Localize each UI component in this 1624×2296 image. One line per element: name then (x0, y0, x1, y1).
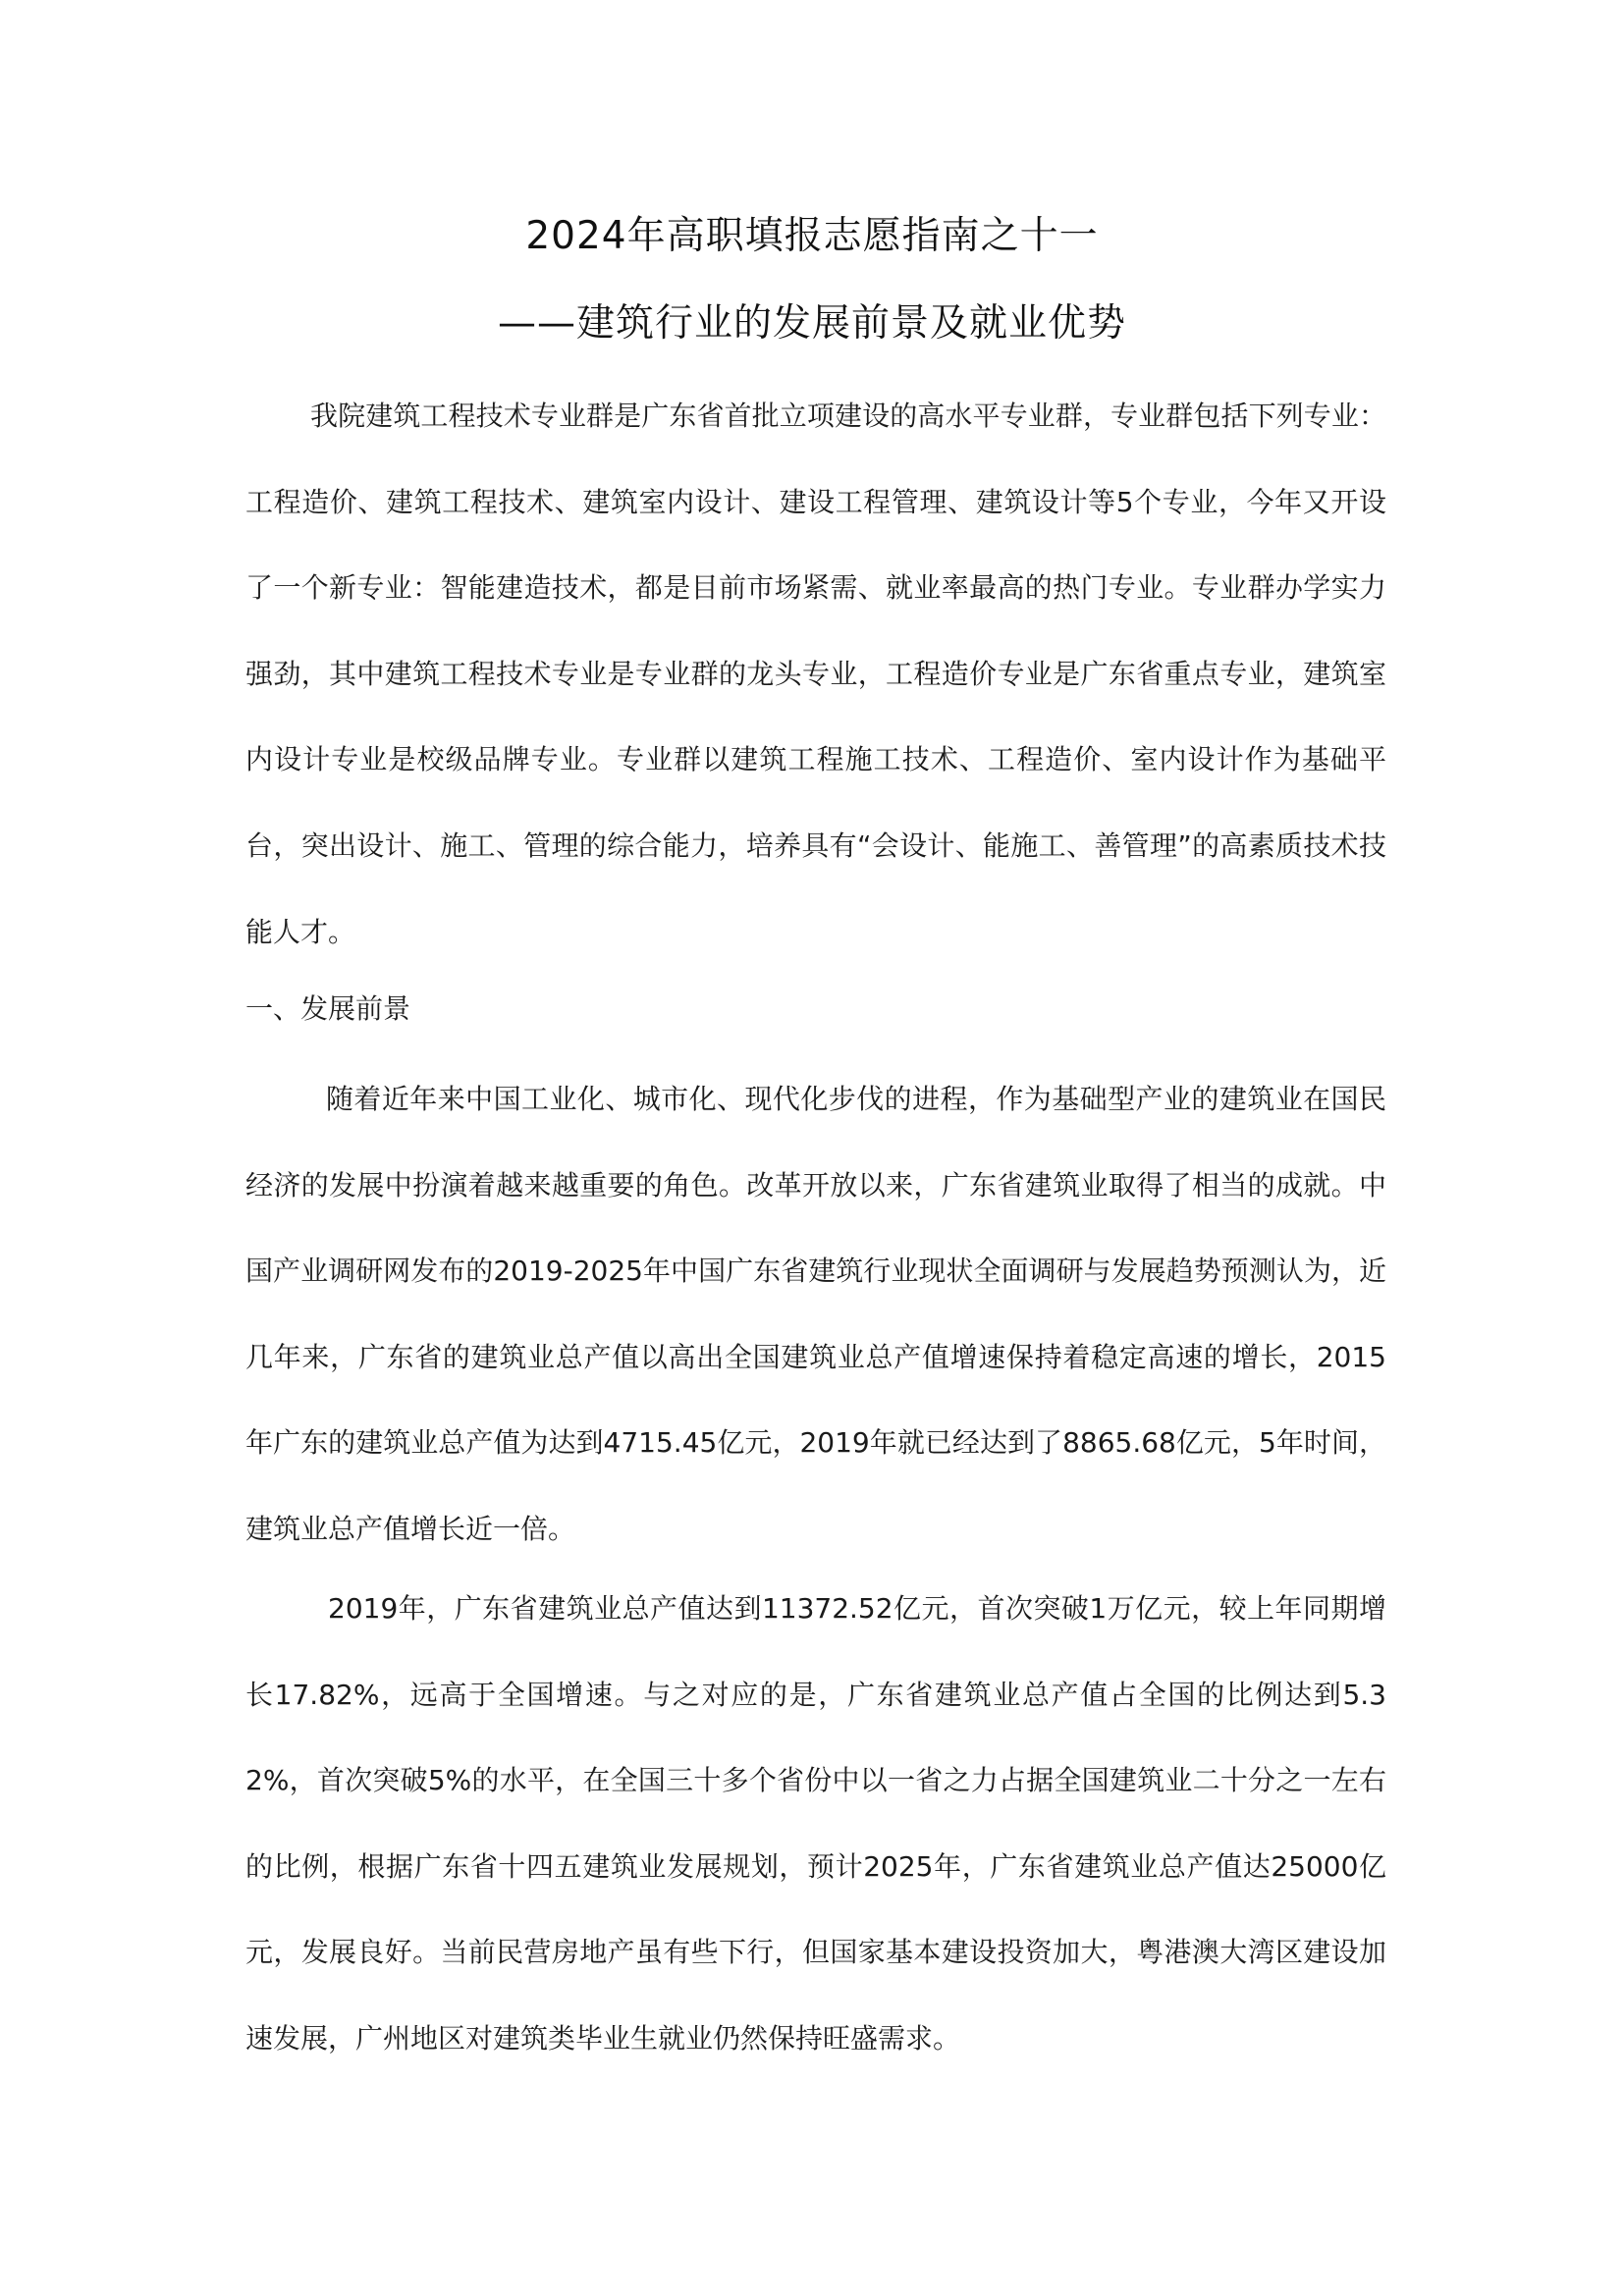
document-title: 2024年高职填报志愿指南之十一 (525, 214, 1099, 258)
section-paragraph-2: 2019年，广东省建筑业总产值达到11372.52亿元，首次突破1万亿元，较上年同期增长17.82%，远高于全国增速。与之对应的是，广东省建筑业总产值占全国的比例达到5.32%，首次突破5%的水平，在全国三十多个省份中以一省之力占据全国建筑业二十分之一左右的比例，根据广东省十四五建筑业发展规划，预计2025年，广东省建筑业总产值达25000亿元，发展良好。当前民营房地产虽有些下行，但国家基本建设投资加大，粤港澳大湾区建设加速发展，广州地区对建筑类毕业生就业仍然保持旺盛需求。 (245, 1592, 1386, 2055)
section-paragraph-1: 随着近年来中国工业化、城市化、现代化步伐的进程，作为基础型产业的建筑业在国民经济的发展中扮演着越来越重要的角色。改革开放以来，广东省建筑业取得了相当的成就。中国产业调研网发布的2019-2025年中国广东省建筑行业现状全面调研与发展趋势预测认为，近几年来，广东省的建筑业总产值以高出全国建筑业总产值增速保持着稳定高速的增长，2015年广东的建筑业总产值为达到4715.45亿元，2019年就已经达到了8865.68亿元，5年时间，建筑业总产值增长近一倍。 (245, 1083, 1386, 1545)
section-heading-development: 一、发展前景 (245, 992, 411, 1025)
document-subtitle: ——建筑行业的发展前景及就业优势 (497, 301, 1126, 346)
intro-paragraph: 我院建筑工程技术专业群是广东省首批立项建设的高水平专业群，专业群包括下列专业：工程造价、建筑工程技术、建筑室内设计、建设工程管理、建筑设计等5个专业，今年又开设了一个新专业：智能建造技术，都是目前市场紧需、就业率最高的热门专业。专业群办学实力强劲，其中建筑工程技术专业是专业群的龙头专业，工程造价专业是广东省重点专业，建筑室内设计专业是校级品牌专业。专业群以建筑工程施工技术、工程造价、室内设计作为基础平台，突出设计、施工、管理的综合能力，培养具有“会设计、能施工、善管理”的高素质技术技能人才。 (245, 400, 1386, 948)
